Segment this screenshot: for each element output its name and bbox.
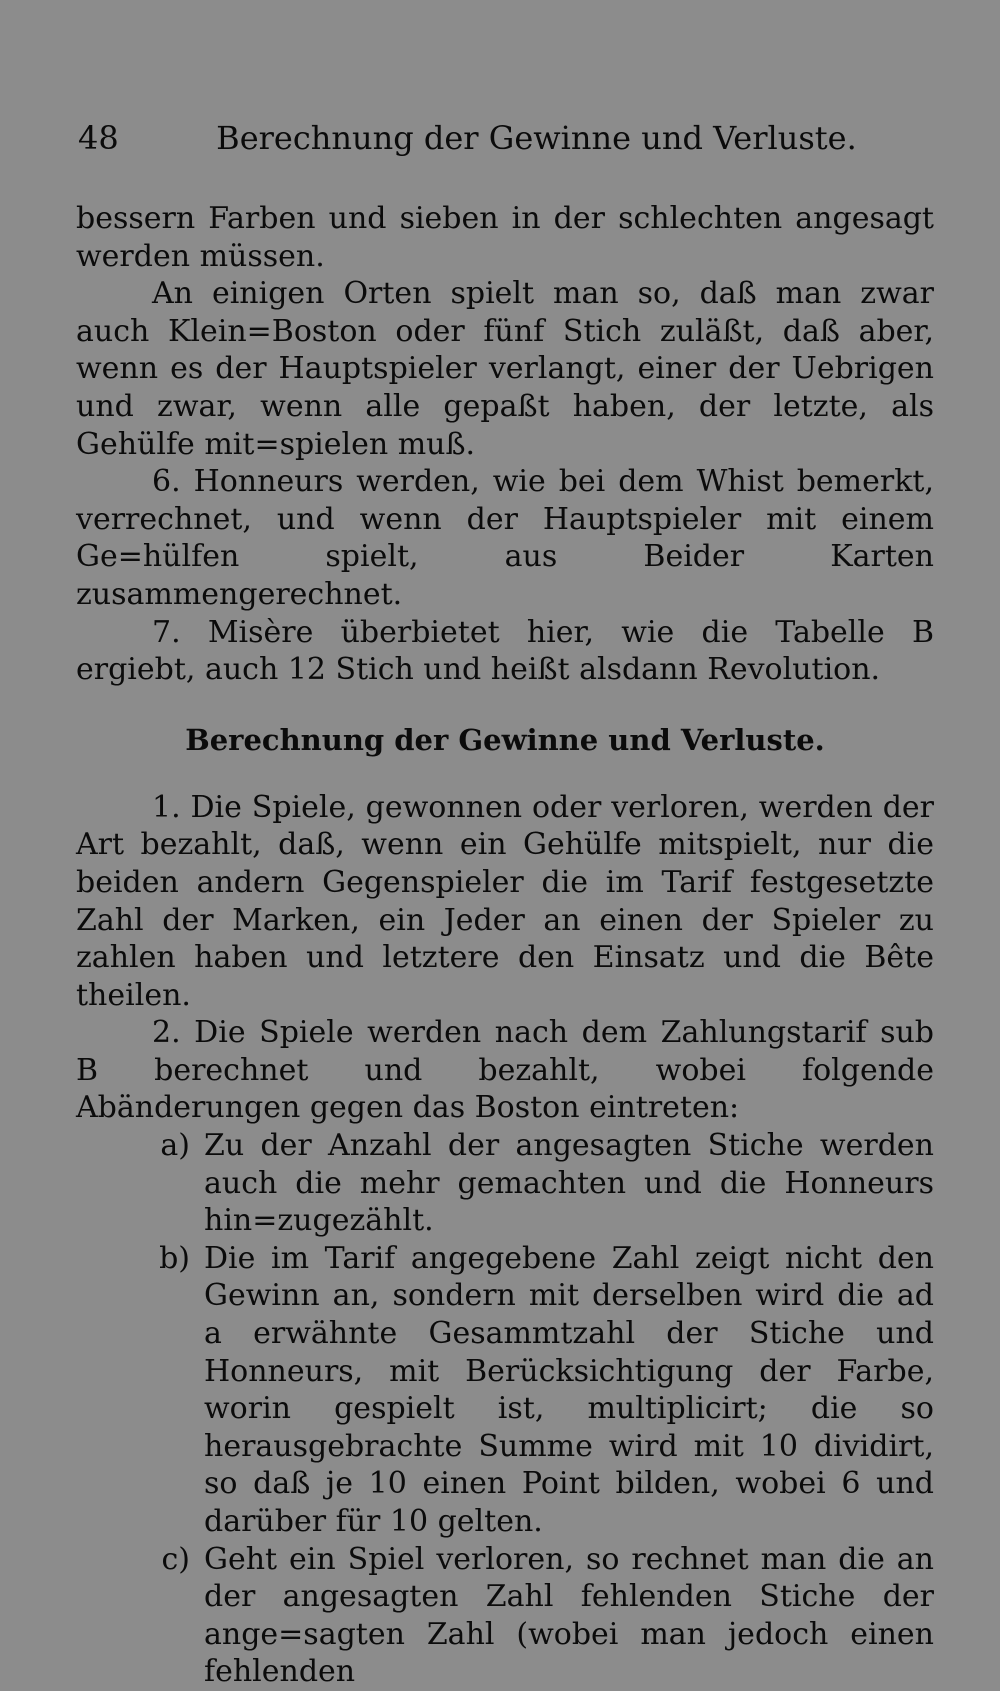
paragraph: An einigen Orten spielt man so, daß man zwar auch Klein=Boston oder fünf Stich zuläßt, daß aber, wenn es der Hauptspieler verlangt, einer der Uebrigen und zwar, wenn alle gepaßt haben, der letzte, als Gehülfe mit=spielen muß. <box>76 276 934 462</box>
paragraph: 7. Misère überbietet hier, wie die Tabelle B ergiebt, auch 12 Stich und heißt alsdann Revolution. <box>76 614 934 688</box>
running-title: Berechnung der Gewinne und Verluste. <box>216 119 857 157</box>
paragraph: 1. Die Spiele, gewonnen oder verloren, werden der Art bezahlt, daß, wenn ein Gehülfe mitspielt, nur die beiden andern Gegenspieler die im Tarif festgesetzte Zahl der Marken, ein Jeder an einen der Spieler zu zahlen haben und letztere den Einsatz und die Bête theilen. <box>76 789 934 1013</box>
list-item-label: b) <box>159 1240 190 1276</box>
page-body <box>76 200 934 1691</box>
paragraph-continuation: bessern Farben und sieben in der schlechten angesagt werden müssen. <box>76 201 934 274</box>
list-item-label: a) <box>160 1128 190 1164</box>
list-item <box>76 1240 934 1541</box>
page-number: 48 <box>78 119 119 157</box>
page-header <box>78 118 938 158</box>
list-item-text: Geht ein Spiel verloren, so rechnet man die an der angesagten Zahl fehlenden Stiche der ange=sagten Zahl (wobei man jedoch einen fehlenden <box>204 1541 934 1690</box>
list-item-text: Zu der Anzahl der angesagten Stiche werden auch die mehr gemachten und die Honneurs hin=zugezählt. <box>204 1128 934 1239</box>
section-heading: Berechnung der Gewinne und Verluste. <box>185 722 825 757</box>
list-item <box>76 1127 934 1240</box>
paragraph: 6. Honneurs werden, wie bei dem Whist bemerkt, verrechnet, und wenn der Hauptspieler mit einem Ge=hülfen spielt, aus Beider Karten zusammengerechnet. <box>76 464 934 612</box>
list-item-text: Die im Tarif angegebene Zahl zeigt nicht den Gewinn an, sondern mit derselben wird die ad a erwähnte Gesammtzahl der Stiche und Honneurs, mit Berücksichtigung der Farbe, worin gespielt ist, multiplicirt; die so herausgebrachte Summe wird mit 10 dividirt, so daß je 10 einen Point bilden, wobei 6 und darüber für 10 gelten. <box>204 1240 934 1539</box>
paragraph: 2. Die Spiele werden nach dem Zahlungstarif sub B berechnet und bezahlt, wobei folgende Abänderungen gegen das Boston eintreten: <box>76 1015 934 1126</box>
list-item <box>76 1541 934 1691</box>
list-item-label: c) <box>161 1541 190 1577</box>
